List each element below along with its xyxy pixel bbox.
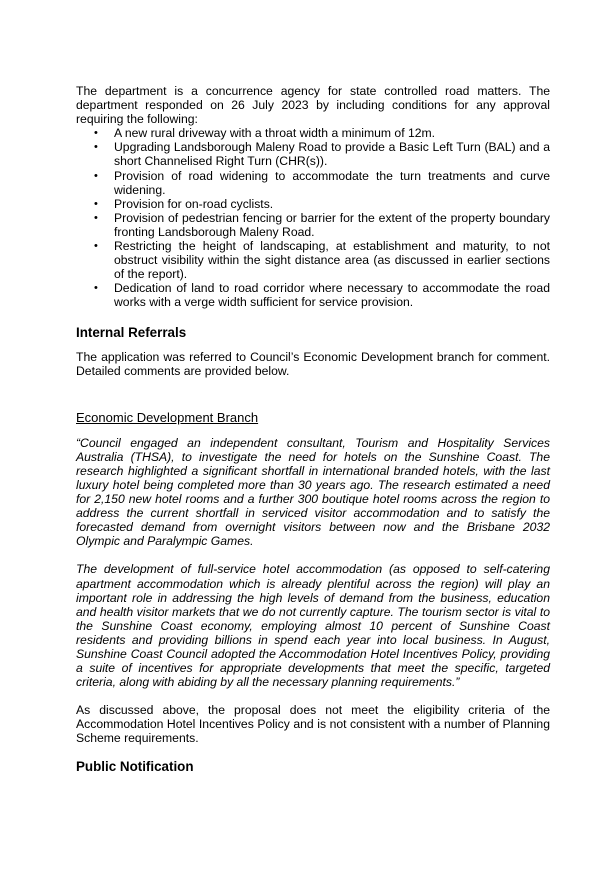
condition-item [76,211,550,239]
condition-text: Provision of pedestrian fencing or barrier for the extent of the property boundary fronting Landsborough Maleny Road. [114,210,550,239]
economic-development-heading: Economic Development Branch [76,409,259,425]
bullet-icon: • [94,127,98,140]
condition-item [76,126,550,140]
condition-text: Restricting the height of landscaping, at establishment and maturity, to not obstruct visibility within the sight distance area (as discussed in earlier sections of the report). [114,239,550,282]
condition-item [76,197,550,211]
bullet-icon: • [94,211,98,224]
bullet-icon: • [94,240,98,253]
internal-referrals-heading: Internal Referrals [76,324,187,340]
intro-paragraph: The department is a concurrence agency for state controlled road matters. The department responded on 26 July 2023 by including conditions for any approval requiring the following: [76,84,550,127]
public-notification-heading: Public Notification [76,758,194,774]
bullet-icon: • [94,197,98,210]
condition-text: Provision of road widening to accommodate the turn treatments and curve widening. [114,168,550,197]
condition-text: Provision for on-road cyclists. [114,196,274,211]
conditions-list [76,126,550,309]
conclusion-paragraph: As discussed above, the proposal does not meet the eligibility criteria of the Accommodation Hotel Incentives Policy and is not consistent with a number of Planning Scheme requirements. [76,703,550,746]
condition-text: Dedication of land to road corridor where necessary to accommodate the road works with a verge width sufficient for service provision. [114,281,550,310]
quote-paragraph-1: “Council engaged an independent consultant, Tourism and Hospitality Services Australia (THSA), to investigate the need for hotels on the Sunshine Coast. The research highlighted a significant shortfall in international branded hotels, with the last luxury hotel being completed more than 30 years ago. The research estimated a need for 2,150 new hotel rooms and a further 300 boutique hotel rooms across the region to address the current shortfall in serviced visitor accommodation and to satisfy the forecasted demand from overnight visitors between now and the Brisbane 2032 Olympic and Paralympic Games. [76,435,550,549]
bullet-icon: • [94,169,98,182]
condition-item [76,140,550,168]
quote-paragraph-2: The development of full-service hotel accommodation (as opposed to self-catering apartment accommodation which is already plentiful across the region) will play an important role in addressing the high levels of demand from the business, education and health visitor markets that we do not currently capture. The tourism sector is vital to the Sunshine Coast economy, employing almost 10 percent of Sunshine Coast residents and providing billions in spend each year into local business. In August, Sunshine Coast Council adopted the Accommodation Hotel Incentives Policy, providing a suite of incentives for appropriate developments that meet the specific, targeted criteria, along with abiding by all the necessary planning requirements.” [76,562,550,690]
condition-text: Upgrading Landsborough Maleny Road to provide a Basic Left Turn (BAL) and a short Channelised Right Turn (CHR(s)). [114,140,550,169]
bullet-icon: • [94,282,98,295]
condition-item [76,239,550,281]
condition-item [76,281,550,309]
condition-item [76,169,550,197]
document-page [76,84,550,775]
condition-text: A new rural driveway with a throat width a minimum of 12m. [114,126,436,141]
bullet-icon: • [94,141,98,154]
internal-referrals-text: The application was referred to Council’s Economic Development branch for comment. Detailed comments are provided below. [76,349,550,378]
